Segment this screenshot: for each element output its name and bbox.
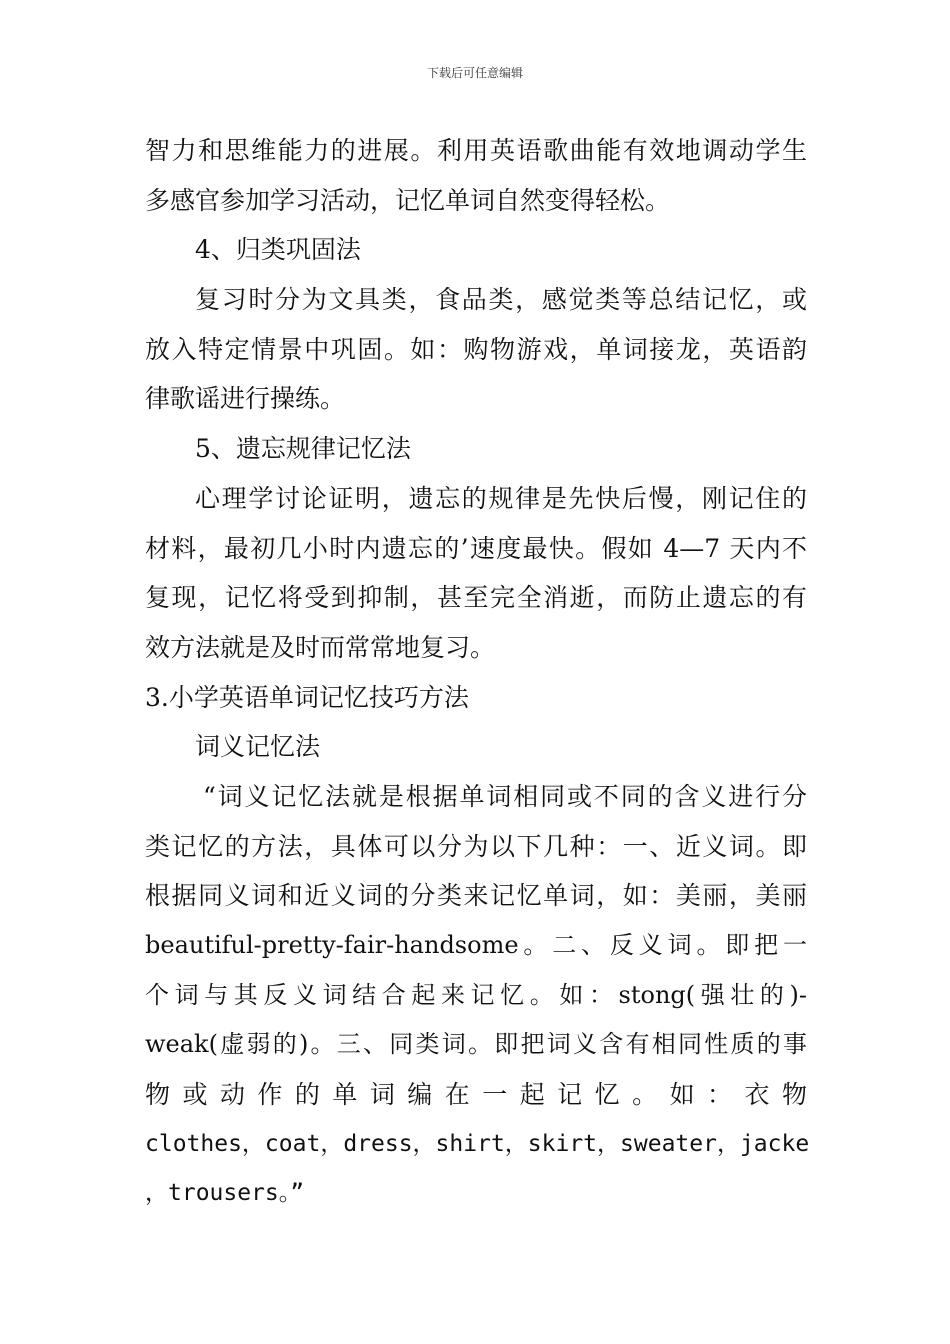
paragraph-line: 复现，记忆将受到抑制，甚至完全消逝，而防止遗忘的有 xyxy=(145,583,807,613)
paragraph-line: 物或动作的单词编在一起记忆。如：衣物 xyxy=(145,1080,807,1110)
page-header: 下载后可任意编辑 xyxy=(426,66,523,80)
paragraph-line: weak(虚弱的)。三、同类词。即把词义含有相同性质的事 xyxy=(145,1030,807,1059)
paragraph-line: 材料，最初几小时内遗忘的’速度最快。假如 4—7 天内不 xyxy=(145,533,807,563)
paragraph-line: 复习时分为文具类，食品类，感觉类等总结记忆，或 xyxy=(195,285,807,315)
paragraph-line: 个词与其反义词结合起来记忆。如：stong(强壮的)- xyxy=(145,980,807,1009)
section-heading: 5、遗忘规律记忆法 xyxy=(195,434,411,464)
paragraph-line: 放入特定情景中巩固。如：购物游戏，单词接龙，英语韵 xyxy=(145,334,807,364)
section-heading: 3.小学英语单词记忆技巧方法 xyxy=(145,682,469,712)
paragraph-line: ，trousers。” xyxy=(145,1180,305,1207)
subsection-heading: 词义记忆法 xyxy=(195,732,321,762)
section-heading: 4、归类巩固法 xyxy=(195,235,361,265)
paragraph-line: 根据同义词和近义词的分类来记忆单词，如：美丽，美丽 xyxy=(145,881,807,911)
paragraph-line: 类记忆的方法，具体可以分为以下几种：一、近义词。即 xyxy=(145,831,807,861)
paragraph-line: 律歌谣进行操练。 xyxy=(145,384,346,414)
paragraph-line: 心理学讨论证明，遗忘的规律是先快后慢，刚记住的 xyxy=(195,483,807,513)
paragraph-line: “词义记忆法就是根据单词相同或不同的含义进行分 xyxy=(203,781,807,811)
paragraph-line: 效方法就是及时而常常地复习。 xyxy=(145,632,496,662)
paragraph-line: 多感官参加学习活动，记忆单词自然变得轻松。 xyxy=(145,185,671,215)
paragraph-line: beautiful-pretty-fair-handsome。二、反义词。即把一 xyxy=(145,931,807,959)
paragraph-line: clothes，coat，dress，shirt，skirt，sweater，jacke xyxy=(145,1130,810,1157)
document-body xyxy=(145,126,810,1219)
paragraph-line: 智力和思维能力的进展。利用英语歌曲能有效地调动学生 xyxy=(145,136,807,165)
